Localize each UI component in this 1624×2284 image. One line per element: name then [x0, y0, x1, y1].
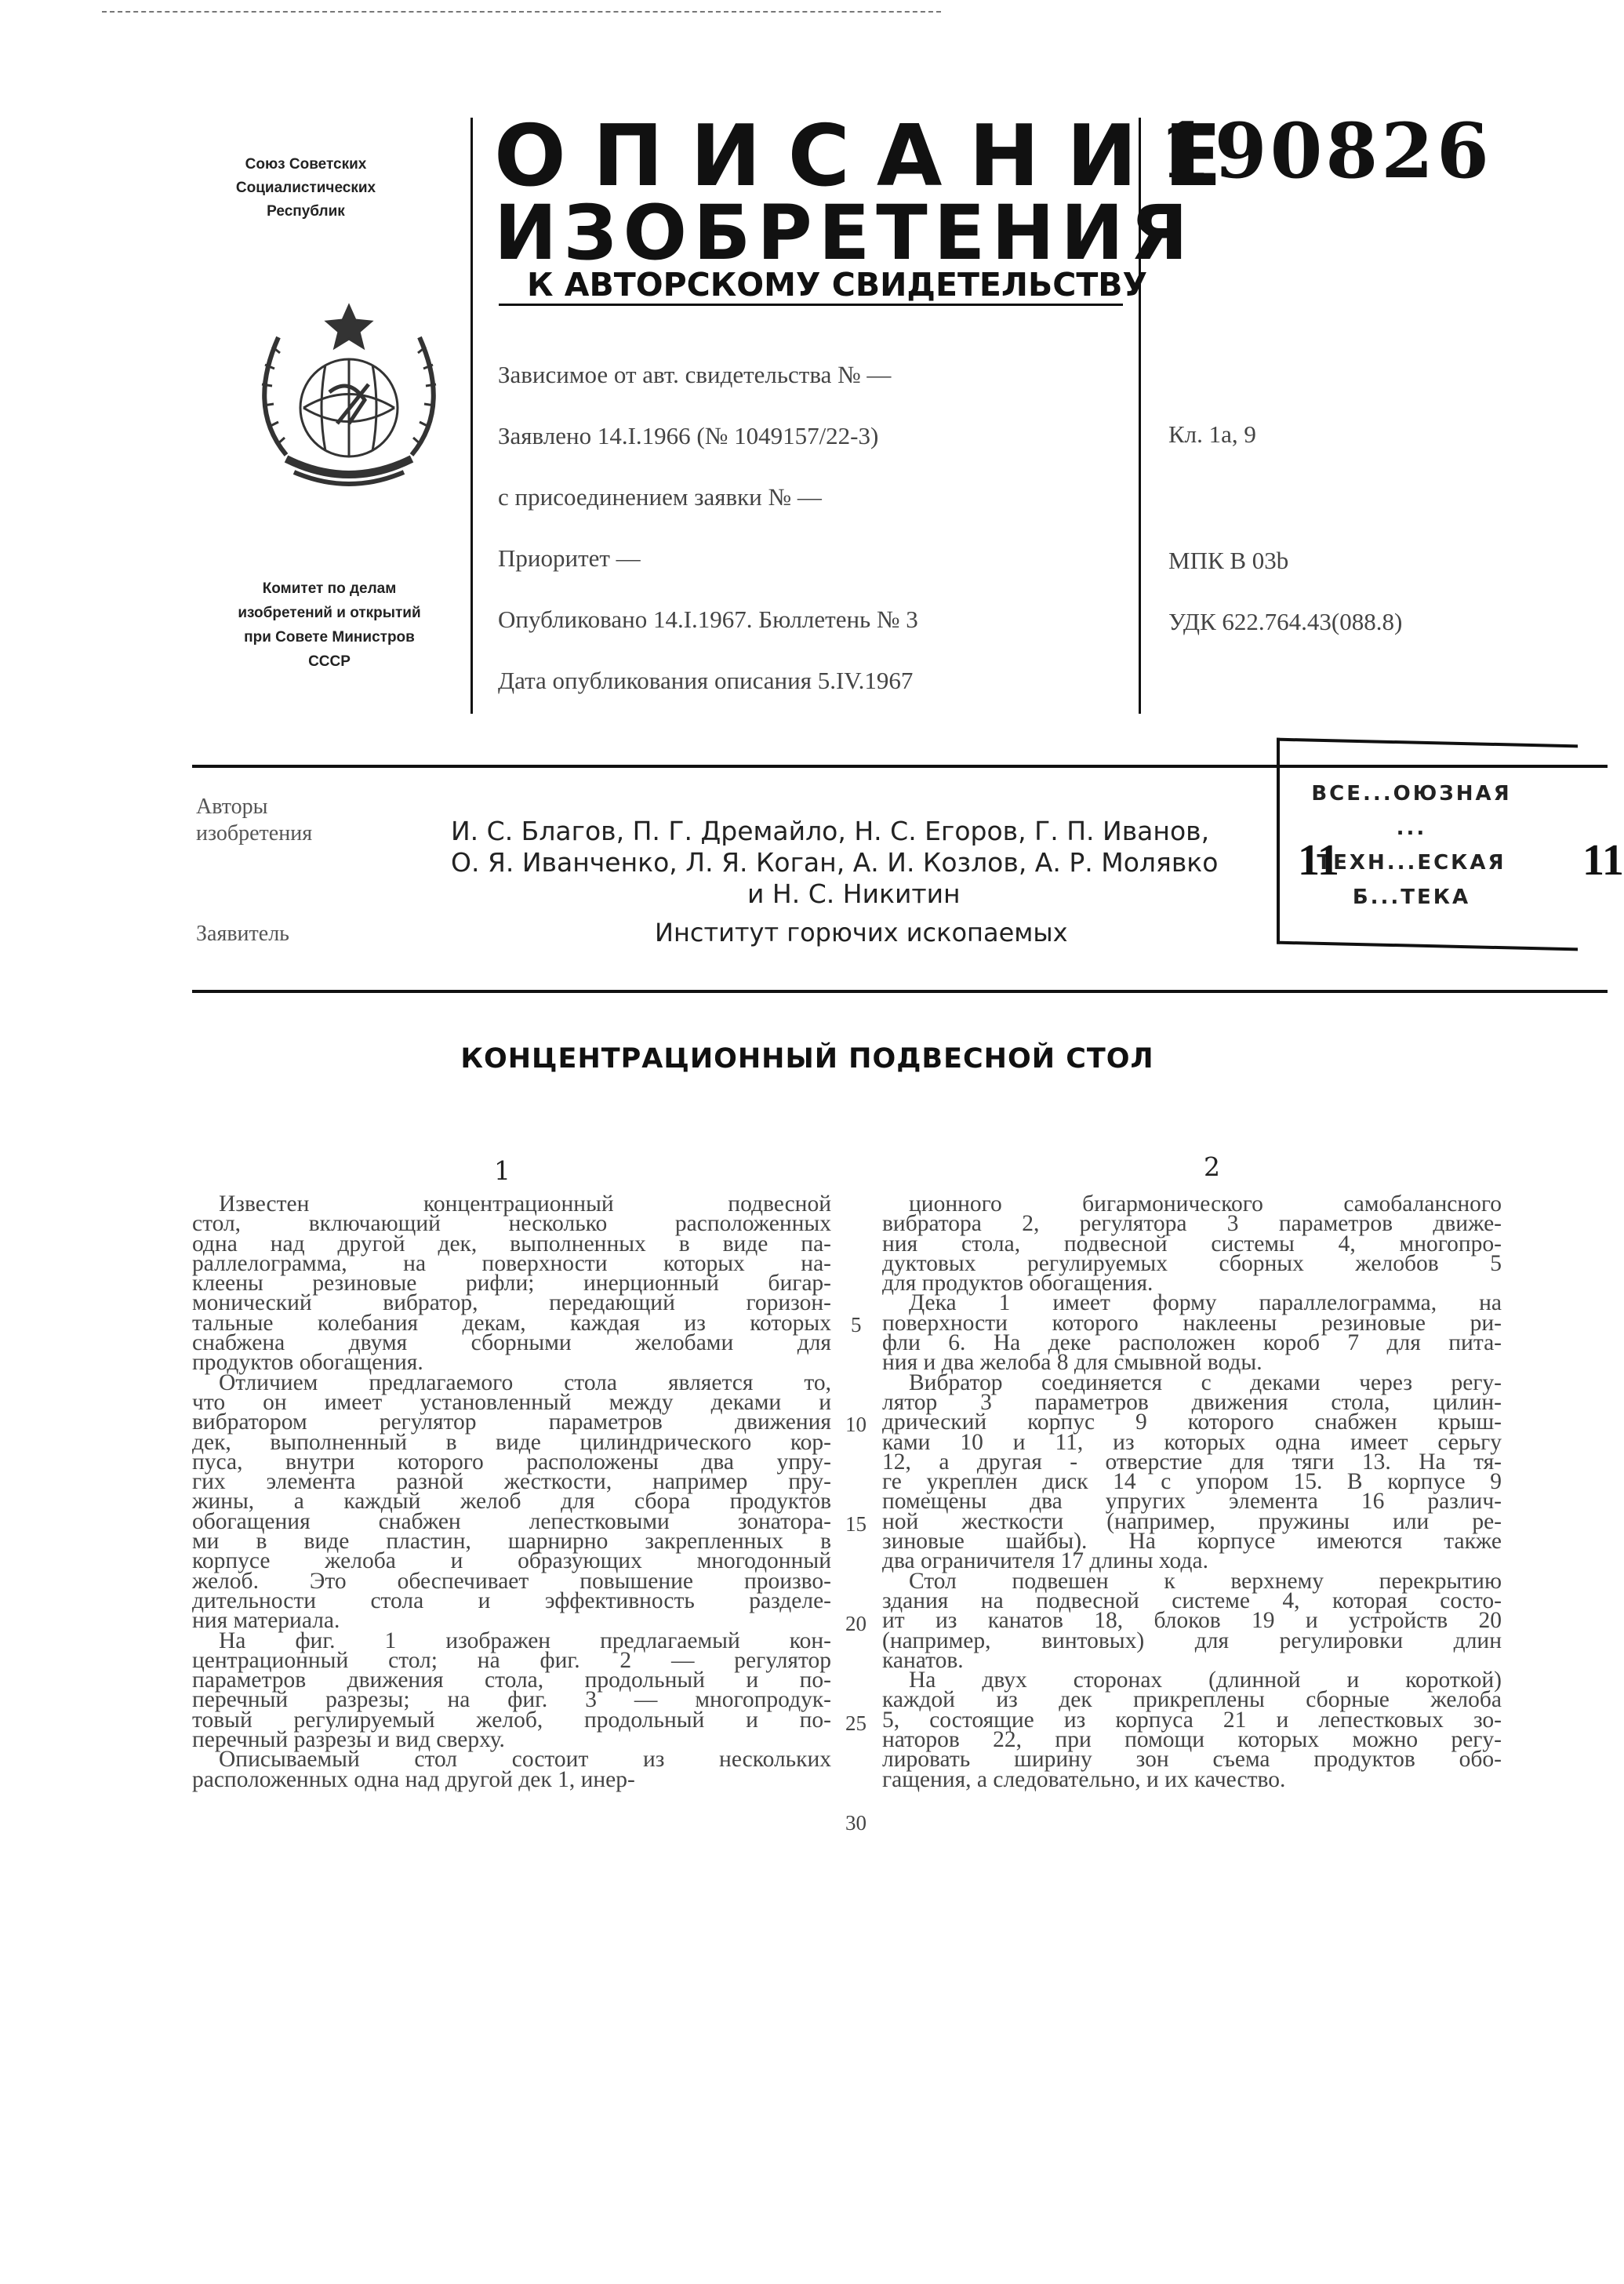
text-line: Описываемый стол состоит из нескольких	[219, 1747, 831, 1773]
text-line: одна над другой дек, выполненных в виде па-	[192, 1231, 831, 1257]
subtitle-rule	[499, 304, 1123, 306]
line-number: 5	[851, 1313, 862, 1337]
text-line: 12, а другая - отверстие для тяги 13. На тя-	[882, 1449, 1502, 1475]
text-line: Известен концентрационный подвесной	[219, 1191, 831, 1217]
text-line: вибратора 2, регулятора 3 параметров движе-	[882, 1211, 1502, 1237]
state-emblem	[231, 290, 467, 526]
state-name-line: Союз Советских	[245, 156, 367, 173]
filed-line: Заявлено 14.I.1966 (№ 1049157/22-3)	[498, 422, 879, 449]
authors-label	[196, 794, 312, 847]
text-column-left	[192, 1191, 831, 1792]
text-line: расположенных одна над другой дек 1, инер-	[192, 1766, 635, 1792]
committee-line: Комитет по делам	[262, 580, 397, 597]
text-line: гих элемента разной жесткости, например пру-	[192, 1469, 831, 1495]
applicant-label: Заявитель	[196, 922, 289, 946]
stamp-line: ...	[1396, 816, 1427, 840]
stamp-line: Б...ТЕКА	[1352, 886, 1471, 909]
text-line: клеены резиновые рифли; инерционный бигар-	[192, 1271, 831, 1297]
text-line: дуктовых регулируемых сборных желобов 5	[882, 1250, 1502, 1276]
patent-number: 190826	[1159, 107, 1492, 195]
text-line: стол, включающий несколько расположенных	[192, 1211, 831, 1237]
text-line: пуса, внутри которого расположены два упру-	[192, 1449, 831, 1475]
text-line: На двух сторонах (длинной и короткой)	[909, 1668, 1502, 1693]
text-line: корпусе желоба и образующих многодонный	[192, 1548, 831, 1574]
line-number: 30	[845, 1811, 866, 1835]
text-line: Вибратор соединяется с деками через регу-	[909, 1369, 1502, 1395]
text-line: наторов 22, при помощи которых можно регу-	[882, 1727, 1502, 1753]
authors-label-line: Авторы	[196, 795, 268, 819]
subtitle: К АВТОРСКОМУ СВИДЕТЕЛЬСТВУ	[527, 266, 1148, 304]
column-number-left: 1	[494, 1155, 510, 1186]
state-name	[196, 153, 416, 224]
published-line: Опубликовано 14.I.1967. Бюллетень № 3	[498, 606, 918, 633]
scan-edge-line	[102, 11, 941, 13]
text-line: ционного бигармонического самобалансного	[909, 1191, 1502, 1217]
applicant-name: Институт горючих ископаемых	[655, 918, 1068, 947]
committee-name	[204, 576, 455, 674]
text-line: тальные колебания декам, каждая из которых	[192, 1310, 831, 1336]
text-line: параметров движения стола, продольный и по-	[192, 1668, 831, 1693]
text-line: гащения, а следовательно, и их качество.	[882, 1766, 1286, 1792]
ipc-code: МПК В 03b	[1168, 547, 1289, 574]
text-line: жины, а каждый желоб для сбора продуктов	[192, 1489, 831, 1515]
line-number: 10	[845, 1413, 866, 1436]
text-line: ния стола, подвесной системы 4, многопро-	[882, 1231, 1502, 1257]
header-divider-left	[470, 118, 473, 714]
text-column-right	[882, 1191, 1502, 1792]
title-izobreteniya: ИЗОБРЕТЕНИЯ	[494, 189, 1194, 277]
text-line: ния и два желоба 8 для смывной воды.	[882, 1350, 1263, 1376]
author-line: И. С. Благов, П. Г. Дремайло, Н. С. Егоров, Г. П. Иванов,	[451, 816, 1210, 846]
committee-line: СССР	[308, 653, 351, 670]
text-line: раллелограмма, на поверхности которых на-	[192, 1250, 831, 1276]
text-line: ми в виде пластин, шарнирно закрепленных в	[192, 1529, 831, 1555]
committee-line: при Совете Министров	[244, 629, 415, 646]
text-line: два ограничителя 17 длины хода.	[882, 1548, 1208, 1574]
text-line: Дека 1 имеет форму параллелограмма, на	[909, 1290, 1502, 1316]
authors-list	[451, 816, 1218, 910]
text-line: На фиг. 1 изображен предлагаемый кон-	[219, 1628, 831, 1653]
text-line: (например, винтовых) для регулировки длин	[882, 1628, 1502, 1653]
text-line: продуктов обогащения.	[192, 1350, 423, 1376]
stamp-mark-left: 11	[1298, 836, 1339, 885]
stamp-line: ТЕХН...ЕСКАЯ	[1317, 851, 1506, 875]
author-line: О. Я. Иванченко, Л. Я. Коган, А. И. Козлов, А. Р. Молявко	[451, 847, 1219, 878]
text-line: поверхности которого наклеены резиновые ри-	[882, 1310, 1502, 1336]
document-title: КОНЦЕНТРАЦИОННЫЙ ПОДВЕСНОЙ СТОЛ	[460, 1043, 1154, 1075]
text-line: монический вибратор, передающий горизон-	[192, 1290, 831, 1316]
joined-line: с присоединением заявки № —	[498, 483, 822, 511]
text-line: дительности стола и эффективность разделе-	[192, 1588, 831, 1613]
text-line: здания на подвесной системе 4, которая состо-	[882, 1588, 1502, 1613]
text-line: ной жесткости (например, пружины или ре-	[882, 1508, 1502, 1534]
text-line: ния материала.	[192, 1608, 340, 1634]
text-line: каждой из дек прикреплены сборные желоба	[882, 1687, 1502, 1713]
text-line: центрационный стол; на фиг. 2 — регулятор	[192, 1647, 831, 1673]
text-line: ит из канатов 18, блоков 19 и устройств 20	[882, 1608, 1502, 1634]
text-line: что он имеет установленный между деками и	[192, 1389, 831, 1415]
text-line: перечный разрезы; на фиг. 3 — многопродук-	[192, 1687, 831, 1713]
state-name-line: Социалистических	[235, 180, 376, 196]
stamp-line: ВСЕ...ОЮЗНАЯ	[1311, 782, 1512, 806]
dependent-line: Зависимое от авт. свидетельства № —	[498, 361, 892, 388]
text-line: Стол подвешен к верхнему перекрытию	[909, 1568, 1502, 1594]
text-line: дек, выполненный в виде цилиндрического кор-	[192, 1429, 831, 1455]
text-line: снабжена двумя сборными желобами для	[192, 1330, 831, 1356]
text-line: Отличием предлагаемого стола является то,	[219, 1369, 831, 1395]
text-line: ками 10 и 11, из которых одна имеет серьгу	[882, 1429, 1502, 1455]
line-number: 15	[845, 1512, 866, 1536]
text-line: лировать ширину зон съема продуктов обо-	[882, 1747, 1502, 1773]
text-line: фли 6. На деке расположен короб 7 для пита-	[882, 1330, 1502, 1356]
committee-line: изобретений и открытий	[238, 605, 421, 621]
text-line: перечный разрезы и вид сверху.	[192, 1727, 505, 1753]
text-line: зиновые шайбы). На корпусе имеются также	[882, 1529, 1502, 1555]
description-date-line: Дата опубликования описания 5.IV.1967	[498, 667, 914, 694]
text-line: 5, состоящие из корпуса 21 и лепестковых зо-	[882, 1707, 1502, 1733]
state-name-line: Республик	[267, 203, 345, 220]
text-line: обогащения снабжен лепестковыми зонатора-	[192, 1508, 831, 1534]
authors-label-line: изобретения	[196, 821, 313, 846]
text-line: для продуктов обогащения.	[882, 1271, 1154, 1297]
text-line: желоб. Это обеспечивает повышение произво-	[192, 1568, 831, 1594]
text-line: лятор 3 параметров движения стола, цилин-	[882, 1389, 1502, 1415]
title-rule	[192, 990, 1608, 993]
title-opisanie: ОПИСАНИЕ	[494, 107, 1248, 205]
text-line: канатов.	[882, 1647, 964, 1673]
line-number: 20	[845, 1612, 866, 1635]
author-line: и Н. С. Никитин	[747, 878, 961, 909]
priority-line: Приоритет —	[498, 544, 641, 572]
text-line: дрический корпус 9 которого снабжен крыш-	[882, 1409, 1502, 1435]
column-number-right: 2	[1204, 1151, 1220, 1182]
text-line: помещены два упругих элемента 16 различ-	[882, 1489, 1502, 1515]
udc-code: УДК 622.764.43(088.8)	[1168, 608, 1403, 635]
line-number: 25	[845, 1711, 866, 1735]
class-code: Кл. 1а, 9	[1168, 420, 1256, 448]
stamp-mark-right: 11	[1582, 836, 1624, 885]
text-line: ге укреплен диск 14 с упором 15. В корпусе 9	[882, 1469, 1502, 1495]
text-line: вибратором регулятор параметров движения	[192, 1409, 831, 1435]
text-line: товый регулируемый желоб, продольный и по-	[192, 1707, 831, 1733]
